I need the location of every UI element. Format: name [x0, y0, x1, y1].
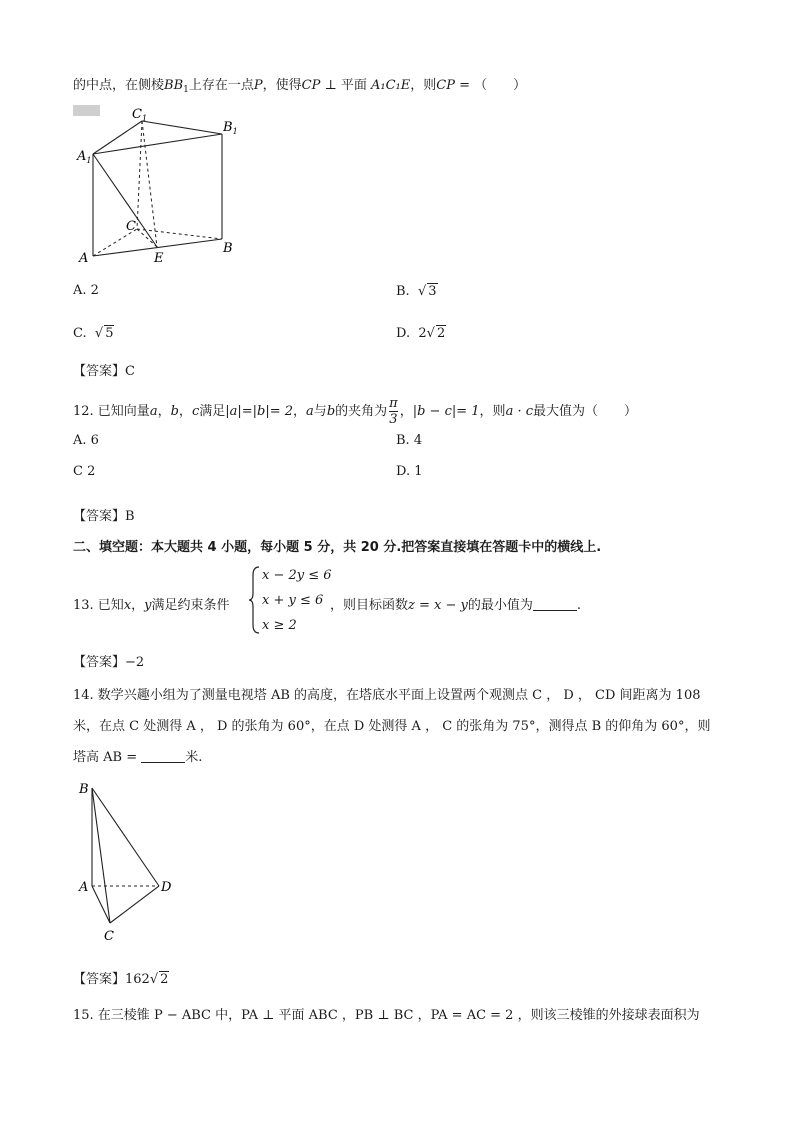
q12-answer: 【答案】B	[73, 509, 135, 524]
prism-figure	[74, 103, 244, 268]
q11-option-d[interactable]: D. 2√ 2	[396, 326, 446, 341]
label-a: A	[79, 880, 89, 895]
constraint-3: x ≥ 2	[262, 618, 297, 633]
q14-answer: 【答案】162√ 2	[73, 972, 169, 987]
q15-line1: 15. 在三棱锥 P − ABC 中，PA ⊥ 平面 ABC ，PB ⊥ BC ，PA = AC = 2 ，则该三棱锥的外接球表面积为	[73, 1008, 700, 1023]
tower-figure	[73, 778, 183, 948]
label-a1: $A_1$	[77, 149, 92, 165]
edge-c1b1	[142, 121, 222, 134]
label-e: E	[154, 251, 164, 266]
constraint-1: x − 2y ≤ 6	[262, 568, 332, 583]
section-heading-fill-in: 二、填空题：本大题共 4 小题，每小题 5 分，共 20 分.把答案直接填在答题卡中的横线上.	[73, 540, 602, 555]
segment-a1e	[93, 154, 157, 247]
label-b: B	[79, 782, 89, 797]
fraction-pi-over-3: $\frac{\pi}{3}$	[389, 396, 398, 427]
constraint-2: x + y ≤ 6	[262, 593, 324, 608]
edge-cd	[110, 886, 159, 923]
constraint-brace	[249, 565, 261, 635]
q11-answer: 【答案】C	[73, 364, 135, 379]
label-b1: $B_1$	[223, 120, 238, 136]
edge-cc1	[137, 121, 142, 229]
q14-answer-blank[interactable]	[141, 750, 185, 763]
q14-line3: 塔高 AB = 米.	[73, 750, 203, 765]
edge-bc	[92, 788, 110, 923]
edge-cb	[137, 229, 222, 239]
q11-option-a[interactable]: A. 2	[73, 283, 99, 298]
edge-bd	[92, 788, 159, 886]
q11-option-c[interactable]: C. √ 5	[73, 326, 114, 341]
q14-line1: 14. 数学兴趣小组为了测量电视塔 AB 的高度，在塔底水平面上设置两个观测点 C ， D ， CD 间距离为 108	[73, 688, 701, 703]
label-b: B	[223, 241, 233, 256]
label-a: A	[79, 251, 89, 266]
q13-stem-tail: ，则目标函数z = x − y的最小值为 .	[330, 598, 582, 613]
edge-a1c1	[93, 121, 142, 154]
q12-option-c[interactable]: C 2	[73, 464, 96, 479]
edge-a1b1	[93, 134, 222, 154]
label-c: C	[104, 929, 114, 944]
q14-line2: 米，在点 C 处测得 A ， D 的张角为 60°，在点 D 处测得 A ， C 的张角为 75°，测得点 B 的仰角为 60°，则	[73, 719, 711, 734]
q12-stem: 12. 已知向量a，b，c满足|a|=|b|= 2，a与b的夹角为 $\frac{\pi}{3}$ ，|b − c|= 1，则a · c最大值为（ ）	[73, 396, 638, 427]
q12-option-b[interactable]: B. 4	[396, 433, 423, 448]
q11-stem: 的中点，在侧棱$BB_1$上存在一点P，使得CP ⊥ 平面 A₁C₁E，则CP = （ ）	[73, 78, 527, 95]
q11-option-b[interactable]: B. √ 3	[396, 284, 437, 299]
edge-bb1: BB	[164, 78, 184, 93]
label-c: C	[126, 219, 136, 234]
q13-stem: 13. 已知x，y满足约束条件	[73, 598, 230, 613]
q12-option-d[interactable]: D. 1	[396, 464, 423, 479]
q12-option-a[interactable]: A. 6	[73, 433, 99, 448]
label-c1: $C_1$	[132, 107, 148, 123]
label-d: D	[161, 880, 172, 895]
q13-answer: 【答案】−2	[73, 655, 145, 670]
q13-answer-blank[interactable]	[533, 598, 577, 611]
